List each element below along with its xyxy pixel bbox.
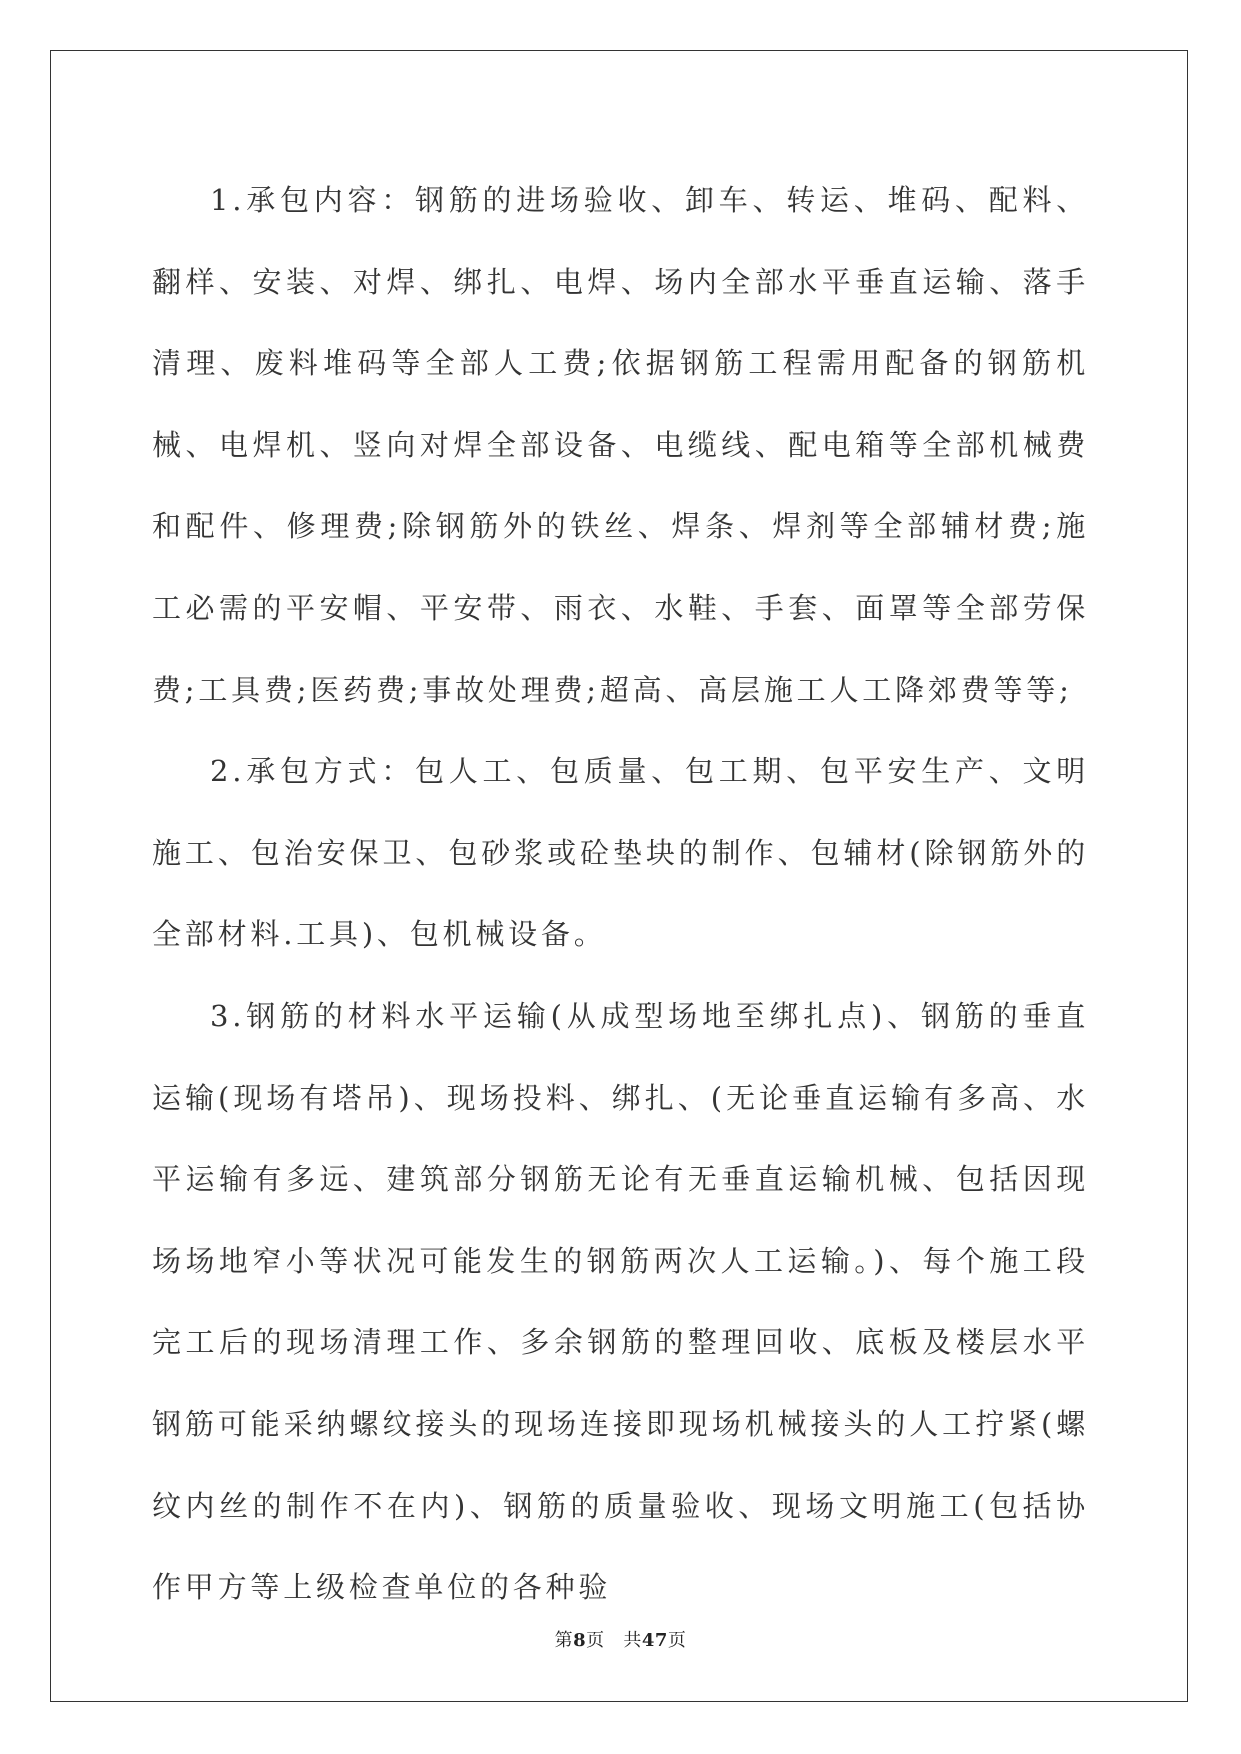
page-footer xyxy=(0,1626,1241,1652)
footer-total-suffix: 页 xyxy=(667,1630,687,1651)
footer-total-pages: 47 xyxy=(641,1630,668,1651)
footer-page-prefix: 第 xyxy=(554,1630,574,1651)
paragraph-2: 2.承包方式：包人工、包质量、包工期、包平安生产、文明施工、包治安保卫、包砂浆或砼垫块的制作、包辅材(除钢筋外的全部材料.工具)、包机械设备。 xyxy=(152,754,1089,952)
document-body xyxy=(152,160,1089,1629)
paragraph-3: 3.钢筋的材料水平运输(从成型场地至绑扎点)、钢筋的垂直运输(现场有塔吊)、现场投料、绑扎、(无论垂直运输有多高、水平运输有多远、建筑部分钢筋无论有无垂直运输机械、包括因现场场地窄小等状况可能发生的钢筋两次人工运输。)、每个施工段完工后的现场清理工作、多余钢筋的整理回收、底板及楼层水平钢筋可能采纳螺纹接头的现场连接即现场机械接头的人工拧紧(螺纹内丝的制作不在内)、钢筋的质量验收、现场文明施工(包括协作甲方等上级检查单位的各种验 xyxy=(152,998,1089,1605)
paragraph-1: 1.承包内容：钢筋的进场验收、卸车、转运、堆码、配料、翻样、安装、对焊、绑扎、电焊、场内全部水平垂直运输、落手清理、废料堆码等全部人工费;依据钢筋工程需用配备的钢筋机械、电焊机、竖向对焊全部设备、电缆线、配电箱等全部机械费和配件、修理费;除钢筋外的铁丝、焊条、焊剂等全部辅材费;施工必需的平安帽、平安带、雨衣、水鞋、手套、面罩等全部劳保费;工具费;医药费;事故处理费;超高、高层施工人工降郊费等等; xyxy=(152,183,1089,707)
footer-total-prefix: 共 xyxy=(623,1630,642,1651)
footer-page-suffix: 页 xyxy=(586,1630,605,1651)
footer-page-number: 8 xyxy=(573,1630,587,1651)
